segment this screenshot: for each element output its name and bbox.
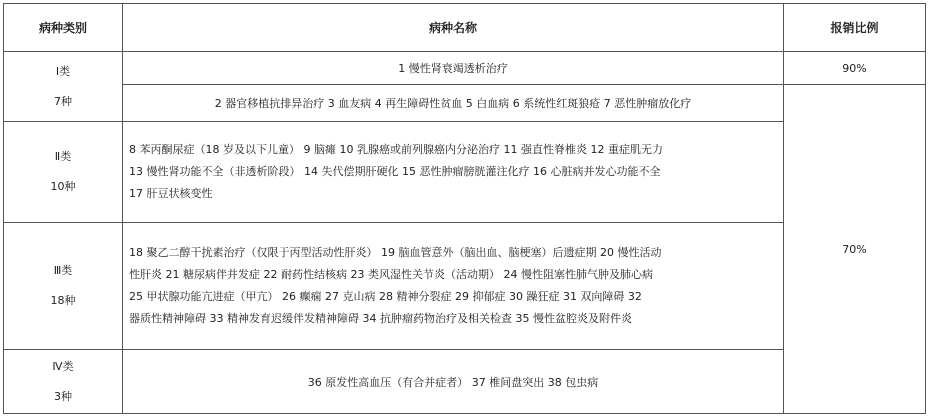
category-cell-class-3 — [4, 223, 123, 350]
category-class: Ⅱ类 — [54, 150, 72, 163]
header-category: 病种类别 — [4, 4, 123, 52]
table-row — [4, 52, 926, 85]
category-cell-class-1 — [4, 52, 123, 122]
disease-line: 13 慢性肾功能不全（非透析阶段） 14 失代偿期肝硬化 15 恶性肿瘤膀胱灌注化疗 16 心脏病并发心功能不全 — [129, 165, 661, 178]
disease-line: 性肝炎 21 糖尿病伴并发症 22 耐药性结核病 23 类风湿性关节炎（活动期） 24 慢性阻塞性肺气肿及肺心病 — [129, 268, 653, 281]
category-class: Ⅰ类 — [55, 64, 71, 78]
disease-line: 器质性精神障碍 33 精神发育迟缓伴发精神障碍 34 抗肿瘤药物治疗及相关检查 35 慢性盆腔炎及附件炎 — [129, 312, 632, 325]
disease-cell — [123, 223, 784, 350]
disease-cell: 36 原发性高血压（有合并症者） 37 椎间盘突出 38 包虫病 — [123, 350, 784, 414]
category-class: Ⅳ类 — [52, 359, 74, 373]
category-count: 18种 — [50, 294, 76, 307]
disease-cell — [123, 122, 784, 223]
disease-line: 17 肝豆状核变性 — [129, 187, 213, 200]
header-disease-name: 病种名称 — [123, 4, 784, 52]
category-cell-class-2 — [4, 122, 123, 223]
ratio-cell-90: 90% — [784, 52, 926, 85]
category-cell-class-4 — [4, 350, 123, 414]
disease-line: 25 甲状腺功能亢进症（甲亢） 26 癫痫 27 克山病 28 精神分裂症 29 抑郁症 30 躁狂症 31 双向障碍 32 — [129, 290, 642, 303]
table-row — [4, 85, 926, 122]
header-row — [4, 4, 926, 52]
disease-reimbursement-table — [3, 3, 926, 414]
ratio-cell-70: 70% — [784, 85, 926, 414]
disease-line: 8 苯丙酮尿症（18 岁及以下儿童） 9 脑瘫 10 乳腺癌或前列腺癌内分泌治疗 11 强直性脊椎炎 12 重症肌无力 — [129, 143, 663, 156]
header-ratio: 报销比例 — [784, 4, 926, 52]
category-class: Ⅲ类 — [53, 264, 73, 277]
category-count: 7种 — [54, 94, 72, 108]
category-count: 10种 — [50, 180, 76, 193]
disease-line: 18 聚乙二醇干扰素治疗（仅限于丙型活动性肝炎） 19 脑血管意外（脑出血、脑梗塞）后遗症期 20 慢性活动 — [129, 246, 662, 259]
disease-cell: 2 器官移植抗排异治疗 3 血友病 4 再生障碍性贫血 5 白血病 6 系统性红斑狼疮 7 恶性肿瘤放化疗 — [123, 85, 784, 122]
disease-cell: 1 慢性肾衰竭透析治疗 — [123, 52, 784, 85]
category-count: 3种 — [54, 389, 72, 403]
